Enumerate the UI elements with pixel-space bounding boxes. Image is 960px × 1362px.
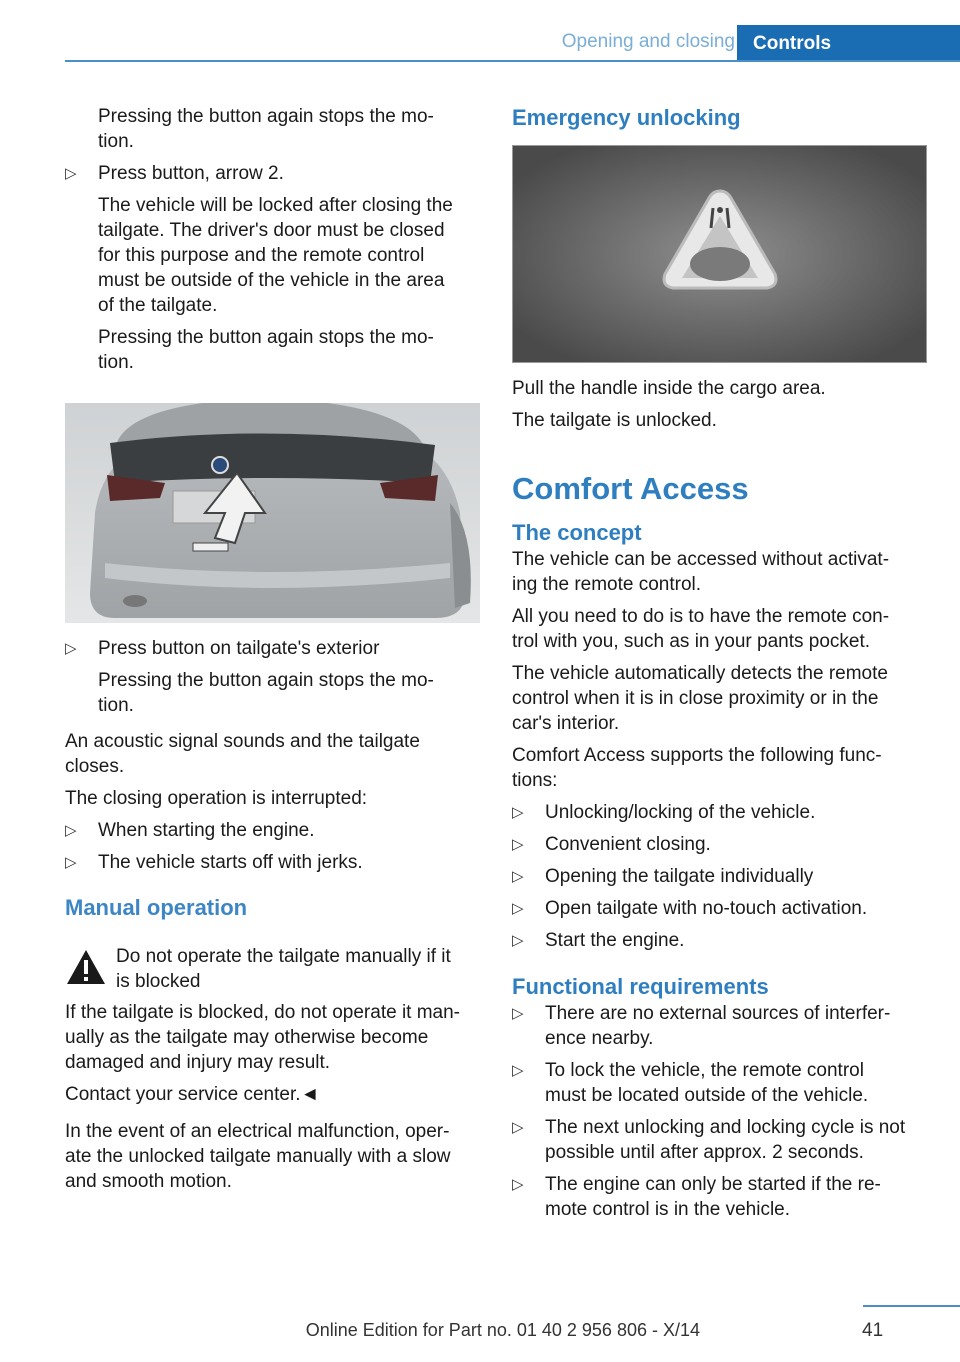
section-heading: Emergency unlocking	[512, 105, 741, 130]
tailgate-figure	[65, 403, 480, 623]
bullet-triangle-icon: ▷	[512, 932, 524, 949]
list-item: ▷ There are no external sources of interfer- ence nearby.	[512, 1003, 891, 1049]
paragraph: In the event of an electrical malfunction, oper- ate the unlocked tailgate manually with a slow and smooth motion.	[65, 1121, 451, 1192]
bullet-triangle-icon: ▷	[512, 1005, 524, 1022]
bullet-triangle-icon: ▷	[65, 165, 77, 182]
list-item: ▷ Unlocking/locking of the vehicle.	[512, 802, 816, 823]
section-heading: Manual operation	[65, 895, 248, 920]
paragraph: Contact your service center.◄	[65, 1084, 320, 1105]
right-column-body	[512, 376, 930, 1222]
bullet-triangle-icon: ▷	[65, 640, 77, 657]
list-item: ▷ Start the engine.	[512, 930, 685, 951]
page-number: 41	[862, 1320, 884, 1341]
right-column-top	[512, 104, 930, 132]
left-column-end	[65, 1000, 480, 1194]
emergency-release-illustration	[513, 146, 927, 363]
bullet-triangle-icon: ▷	[512, 804, 524, 821]
list-item: ▷ Open tailgate with no-touch activation.	[512, 898, 868, 919]
paragraph: Pull the handle inside the cargo area.	[512, 378, 826, 399]
paragraph: The tailgate is unlocked.	[512, 410, 717, 431]
paragraph: If the tailgate is blocked, do not operate it man- ually as the tailgate may otherwise become damaged and injury may result.	[65, 1002, 461, 1073]
list-item: ▷ Opening the tailgate individually	[512, 866, 814, 887]
list-item: ▷ Convenient closing.	[512, 834, 711, 855]
paragraph: The vehicle automatically detects the remote control when it is in close proximity or in the car's interior.	[512, 663, 888, 734]
footer-rule	[863, 1305, 960, 1307]
header-chapter-tab: Controls	[737, 25, 960, 62]
paragraph: Pressing the button again stops the mo- tion.	[98, 106, 434, 152]
list-item: ▷ The vehicle starts off with jerks.	[65, 852, 363, 873]
paragraph: The closing operation is interrupted:	[65, 788, 368, 809]
bullet-triangle-icon: ▷	[512, 1176, 524, 1193]
emergency-handle-figure	[512, 145, 927, 363]
list-item: ▷ The engine can only be started if the re- mote control is in the vehicle.	[512, 1174, 881, 1220]
paragraph: An acoustic signal sounds and the tailgate closes.	[65, 731, 420, 777]
left-column-top	[65, 104, 480, 375]
paragraph: The vehicle can be accessed without activat- ing the remote control.	[512, 549, 890, 595]
section-heading: Functional requirements	[512, 974, 769, 999]
list-item: ▷ Press button, arrow 2.	[65, 163, 284, 184]
bullet-triangle-icon: ▷	[512, 1119, 524, 1136]
header-rule	[65, 60, 960, 62]
bullet-triangle-icon: ▷	[512, 836, 524, 853]
list-item: ▷ When starting the engine.	[65, 820, 315, 841]
list-item: ▷ To lock the vehicle, the remote control must be located outside of the vehicle.	[512, 1060, 869, 1106]
paragraph: All you need to do is to have the remote con- trol with you, such as in your pants pocket.	[512, 606, 890, 652]
paragraph: Comfort Access supports the following func- tions:	[512, 745, 882, 791]
list-item: ▷ The next unlocking and locking cycle is not possible until after approx. 2 seconds.	[512, 1117, 906, 1163]
bullet-triangle-icon: ▷	[512, 868, 524, 885]
footer-edition: Online Edition for Part no. 01 40 2 956 806 - X/14	[305, 1320, 700, 1340]
bullet-triangle-icon: ▷	[512, 1062, 524, 1079]
paragraph: The vehicle will be locked after closing the tailgate. The driver's door must be closed for this purpose and the remote control must be outside of the vehicle in the area of the tailgate.	[98, 195, 453, 316]
bullet-triangle-icon: ▷	[65, 822, 77, 839]
section-heading: The concept	[512, 520, 642, 545]
warning-triangle-icon	[65, 948, 107, 986]
paragraph: Pressing the button again stops the mo- tion.	[98, 327, 434, 373]
bullet-triangle-icon: ▷	[512, 900, 524, 917]
left-column-bottom	[65, 636, 480, 922]
bullet-triangle-icon: ▷	[65, 854, 77, 871]
chapter-heading: Comfort Access	[512, 471, 749, 506]
warning-text: Do not operate the tailgate manually if it is blocked	[116, 946, 451, 992]
paragraph: Pressing the button again stops the mo- tion.	[98, 670, 434, 716]
list-item: ▷ Press button on tailgate's exterior	[65, 638, 380, 659]
header-section-title: Opening and closing	[561, 31, 735, 52]
car-rear-illustration	[65, 403, 480, 623]
